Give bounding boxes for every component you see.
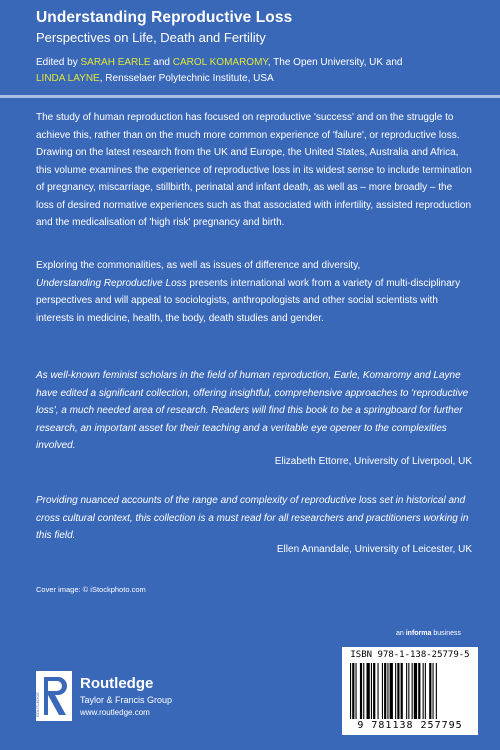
- publisher-name: Routledge: [80, 675, 154, 692]
- publisher-url[interactable]: www.routledge.com: [80, 708, 150, 717]
- book-subtitle: Perspectives on Life, Death and Fertility: [36, 30, 266, 45]
- isbn-label: ISBN 978-1-138-25779-5: [350, 650, 470, 660]
- routledge-logo-icon: [36, 671, 74, 721]
- description-paragraph: [36, 257, 472, 327]
- isbn-barcode: [342, 647, 478, 735]
- back-cover-content: [0, 98, 500, 750]
- endorsement-attribution: Ellen Annandale, University of Leicester, UK: [276, 544, 472, 555]
- editor-name: CAROL KOMAROMY: [172, 57, 268, 68]
- editor-affiliation: , Rensselaer Polytechnic Institute, USA: [99, 73, 274, 84]
- publisher-group: Taylor & Francis Group: [80, 695, 173, 705]
- editors-line: [36, 55, 476, 87]
- informa-word: informa: [405, 630, 432, 637]
- paragraph-lead: Exploring the commonalities, as well as issues of difference and diversity,: [36, 260, 361, 271]
- edited-by-label: Edited by: [36, 57, 78, 68]
- svg-text:ROUTLEDGE: ROUTLEDGE: [35, 692, 40, 717]
- endorsement-quote: As well-known feminist scholars in the field of human reproduction, Earle, Komaromy and Layne have edited a significant collection, offering insightful, comprehensive approaches to 'reproductive loss', a much needed area of research. Readers will find this book to be a springboard for further research, an important asset for their teaching and a veritable eye opener to the complexities involved.: [36, 370, 469, 451]
- informa-prefix: an: [396, 630, 406, 637]
- endorsement-attribution: Elizabeth Ettorre, University of Liverpool, UK: [274, 456, 472, 467]
- editor-name: SARAH EARLE: [80, 57, 151, 68]
- paragraph-rest: presents international work from a variety of multi-disciplinary perspectives and will appeal to sociologists, anthropologists and other social scientists with interests in medicine, health, the body, death studies and gender.: [36, 277, 461, 324]
- informa-business-tagline: [396, 630, 461, 637]
- description-paragraph: The study of human reproduction has focused on reproductive 'success' and on the struggle to achieve this, rather than on the much more common experience of 'failure', or reproductive loss. Drawing on the latest research from the UK and Europe, the United States, Australia and Africa, this volume examines the experience of reproductive loss in its widest sense to include termination of pregnancy, miscarriage, stillbirth, perinatal and infant death, as well as – more broadly – the loss of desired normative experiences such as that associated with infertility, assisted reproduction and the medicalisation of 'high risk' pregnancy and birth.: [36, 112, 472, 228]
- book-title: Understanding Reproductive Loss: [36, 9, 293, 26]
- header-band: [0, 0, 500, 95]
- informa-suffix: business: [431, 630, 461, 637]
- book-title-italic: Understanding Reproductive Loss: [36, 277, 187, 289]
- editor-affiliation: , The Open University, UK and: [267, 57, 403, 68]
- barcode-number: 9 781138 257795: [357, 720, 463, 731]
- endorsement-quote: Providing nuanced accounts of the range and complexity of reproductive loss set in historical and cross cultural context, this collection is a must read for all researchers and practitioners working in this field.: [36, 495, 469, 541]
- barcode-bars: [350, 663, 470, 719]
- editor-name: LINDA LAYNE: [36, 73, 100, 84]
- and-label: and: [153, 57, 170, 68]
- cover-image-credit: Cover image: © iStockphoto.com: [36, 585, 146, 594]
